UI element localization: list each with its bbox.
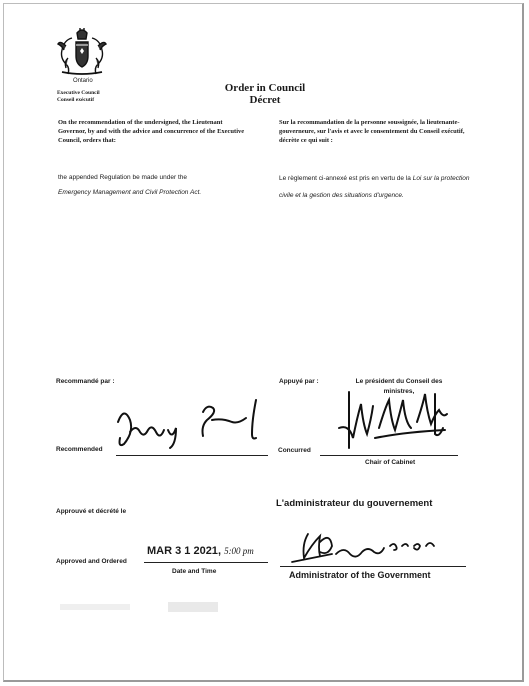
title-fr: Décret <box>249 94 281 106</box>
order-en-act: Emergency Management and Civil Protection Act. <box>58 189 202 196</box>
administrator-en-label: Administrator of the Government <box>289 570 431 580</box>
intro-fr: Sur la recommandation de la personne soussignée, la lieutenante-gouverneure, sur l'avis et avec le consentement du Conseil exécutif, décrète ce qui suit : <box>279 119 465 144</box>
president-fr-label: Le président du Conseil des ministres, <box>355 378 443 395</box>
ontario-coat-of-arms-icon <box>54 28 110 78</box>
order-fr-act-2: sur la protection civile et la gestion des situations d'urgence. <box>279 175 470 199</box>
administrator-signature-icon <box>286 524 466 570</box>
recommended-signature-line <box>116 455 268 456</box>
title-en: Order in Council <box>224 82 306 94</box>
province-name: Ontario <box>73 78 93 84</box>
intro-en: On the recommendation of the undersigned, the Lieutenant Governor, by and with the advice and concurrence of the Executive Council, orders that: <box>58 119 245 144</box>
council-name-fr: Conseil exécutif <box>57 97 95 103</box>
administrator-fr-label: L'administrateur du gouvernement <box>276 498 433 509</box>
order-en-pre: the appended Regulation be made under the <box>58 174 188 181</box>
council-name <box>57 90 100 104</box>
order-fr-act-1: Loi <box>412 175 422 182</box>
order-en <box>58 170 248 200</box>
date-time-label: Date and Time <box>172 568 217 575</box>
chair-of-cabinet-label: Chair of Cabinet <box>365 459 416 466</box>
administrator-signature-line <box>280 566 466 567</box>
date-line <box>144 562 268 563</box>
minister-signature-icon <box>108 392 268 462</box>
recommande-par-label: Recommandé par : <box>56 378 115 385</box>
order-fr-pre: Le règlement ci-annexé est pris en vertu de la <box>279 175 411 182</box>
appuye-par-label: Appuyé par : <box>279 378 319 385</box>
concurred-label: Concurred <box>278 447 311 454</box>
council-name-en: Executive Council <box>57 90 100 96</box>
concurred-signature-line <box>320 455 458 456</box>
document-title <box>190 82 340 106</box>
order-fr <box>279 170 479 204</box>
approuve-fr-label: Approuvé et décrété le <box>56 508 127 515</box>
premier-signature-icon <box>335 388 465 458</box>
faint-stamp-2 <box>168 602 218 612</box>
recommended-label: Recommended <box>56 446 103 453</box>
faint-stamp <box>60 604 130 610</box>
order-date-value: MAR 3 1 2021 <box>147 545 218 557</box>
order-time-value: 5:00 pm <box>224 546 254 556</box>
order-date: MAR 3 1 2021, 5:00 pm <box>147 545 254 557</box>
approved-label: Approved and Ordered <box>56 558 127 565</box>
